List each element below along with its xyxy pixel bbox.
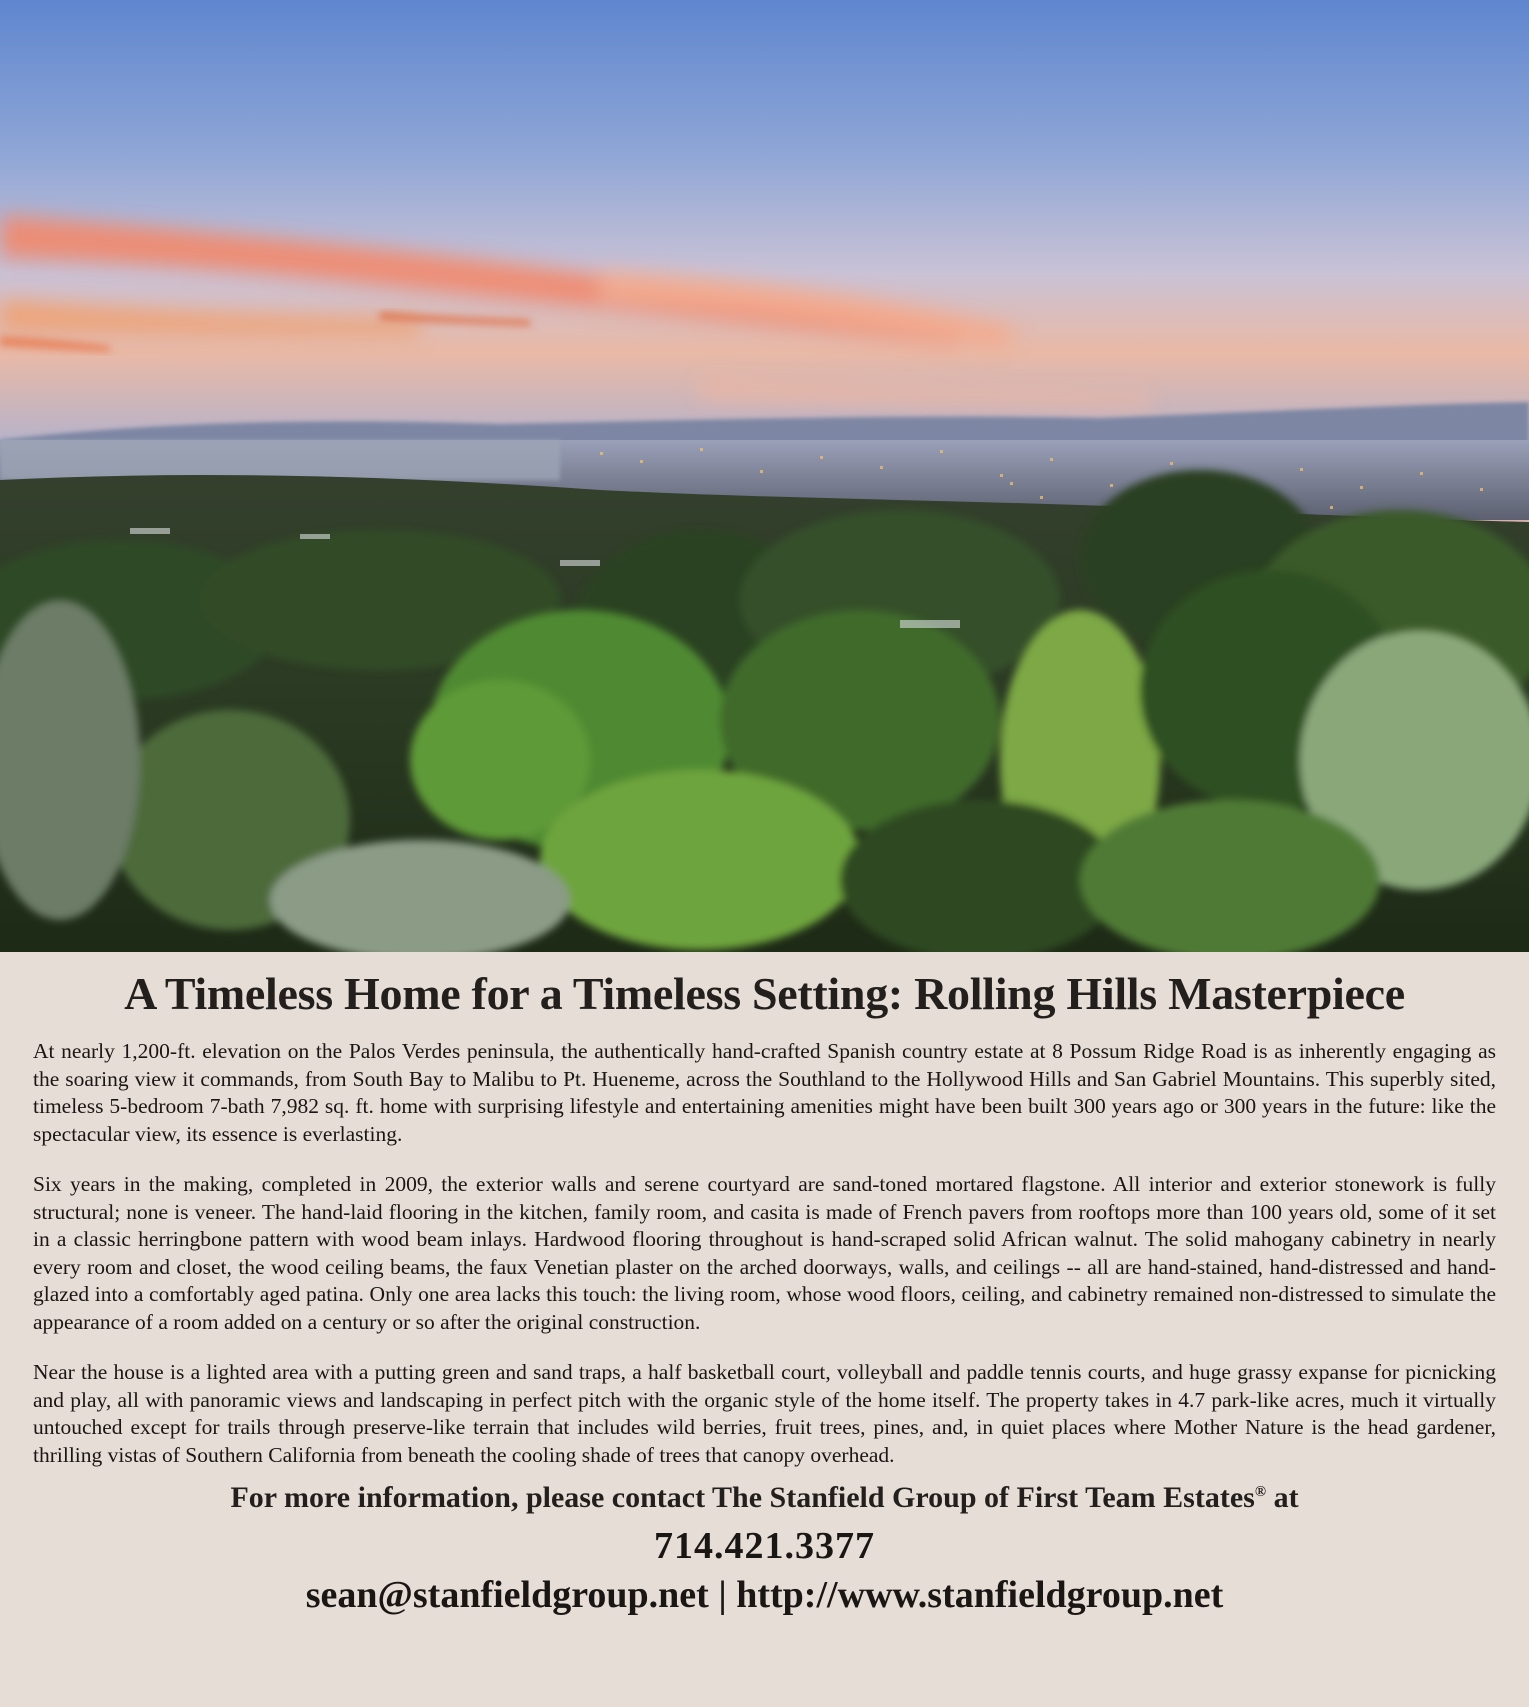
contact-callout — [33, 1479, 1496, 1517]
contact-line: For more information, please contact The Stanfield Group of First Team Estates — [230, 1481, 1255, 1514]
paragraph-grounds: Near the house is a lighted area with a putting green and sand traps, a half basketball court, volleyball and paddle tennis courts, and huge grassy expanse for picnicking and play, all with panoramic views and landscaping in perfect pitch with the organic style of the home itself. The property takes in 4.7 park-like acres, much it virtually untouched except for trails through preserve-like terrain that includes wild berries, fruit trees, pines, and, in quiet places where Mother Nature is the head gardener, thrilling vistas of Southern California from beneath the cooling shade of trees that canopy overhead. — [33, 1360, 1496, 1467]
link-separator: | — [708, 1574, 737, 1616]
email-link[interactable]: sean@stanfieldgroup.net — [305, 1574, 709, 1616]
paragraph-location: At nearly 1,200-ft. elevation on the Palos Verdes peninsula, the authentically hand-crafted Spanish country estate at 8 Possum Ridge Road is as inherently engaging as the soaring view it commands, from South Bay to Malibu to Pt. Hueneme, across the Southland to the Hollywood Hills and San Gabriel Mountains. This superbly sited, timeless 5-bedroom 7-bath 7,982 sq. ft. home with surprising lifestyle and entertaining amenities might have been built 300 years ago or 300 years in the future: like the spectacular view, its essence is everlasting. — [33, 1039, 1496, 1146]
listing-content — [0, 952, 1529, 1707]
contact-links — [33, 1569, 1496, 1621]
phone-number[interactable]: 714.421.3377 — [654, 1525, 875, 1567]
page-title: A Timeless Home for a Timeless Setting: Rolling Hills Masterpiece — [124, 968, 1405, 1019]
contact-line-suffix: at — [1266, 1481, 1299, 1514]
website-link[interactable]: http://www.stanfieldgroup.net — [736, 1574, 1224, 1616]
registered-mark: ® — [1254, 1484, 1267, 1500]
paragraph-construction: Six years in the making, completed in 2009, the exterior walls and serene courtyard are sand-toned mortared flagstone. All interior and exterior stonework is fully structural; none is veneer. The hand-laid flooring in the kitchen, family room, and casita is made of French pavers from rooftops more than 100 years old, some of it set in a classic herringbone pattern with wood beam inlays. Hardwood flooring throughout is hand-scraped solid African walnut. The solid mahogany cabinetry in nearly every room and closet, the wood ceiling beams, the faux Venetian plaster on the arched doorways, walls, and ceilings -- all are hand-stained, hand-distressed and hand-glazed into a comfortably aged patina. Only one area lacks this touch: the living room, whose wood floors, ceiling, and cabinetry remained non-distressed to simulate the appearance of a room added on a century or so after the original construction. — [33, 1172, 1496, 1334]
